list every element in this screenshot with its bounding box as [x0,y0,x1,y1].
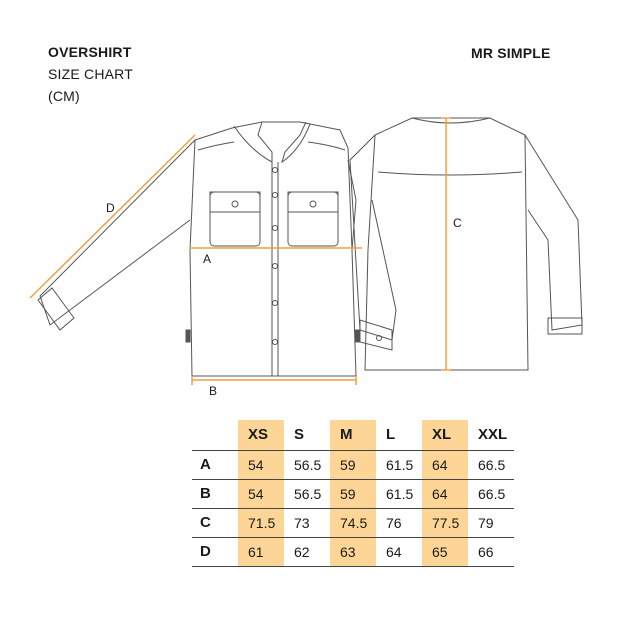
table-cell: 66.5 [478,456,506,473]
table-cell: 64 [422,479,468,508]
measurement-lines [30,118,451,370]
table-cell: 64 [386,543,402,560]
row-label: C [200,514,211,531]
size-header-l: L [386,426,396,444]
measure-label-b: B [209,384,218,398]
table-row [192,479,514,508]
front-left-sleeve [40,140,195,325]
table-cell: 61.5 [386,456,414,473]
row-label: B [200,485,211,502]
table-cell: 66 [478,543,494,560]
table-cell: 79 [478,514,494,531]
unit-label: (CM) [48,88,80,104]
size-header-m: M [330,420,376,450]
right-chest-pocket [288,192,338,246]
table-row [192,450,514,479]
table-cell: 59 [330,479,376,508]
front-collar [234,122,310,162]
measure-label-d: D [106,201,115,215]
size-header-s: S [294,426,305,444]
table-cell: 63 [330,537,376,566]
measure-label-c: C [453,216,462,230]
table-cell: 54 [238,479,284,508]
size-header-xxl: XXL [478,426,508,444]
chart-subtitle: SIZE CHART [48,66,133,82]
table-cell: 61 [238,537,284,566]
table-cell: 66.5 [478,485,506,502]
size-header-row [192,420,514,450]
row-label: A [200,456,211,473]
table-cell: 64 [422,450,468,479]
table-cell: 54 [238,450,284,479]
chart-title: OVERSHIRT [48,44,132,60]
table-cell: 76 [386,514,402,531]
row-label: D [200,543,211,560]
size-header-xl: XL [422,420,468,450]
left-chest-pocket [210,192,260,246]
measure-label-a: A [203,252,212,266]
table-cell: 73 [294,514,310,531]
table-cell: 61.5 [386,485,414,502]
size-table [192,420,514,567]
table-cell: 74.5 [330,508,376,537]
table-cell: 77.5 [422,508,468,537]
table-row [192,537,514,566]
table-row [192,508,514,537]
table-cell: 59 [330,450,376,479]
table-cell: 56.5 [294,456,322,473]
front-body-outline [190,122,356,376]
table-cell: 65 [422,537,468,566]
measure-line-d [30,135,195,298]
table-cell: 71.5 [238,508,284,537]
size-header-xs: XS [238,420,284,450]
table-cell: 62 [294,543,310,560]
brand-name: MR SIMPLE [471,45,551,61]
table-cell: 56.5 [294,485,322,502]
back-right-sleeve [525,135,582,330]
